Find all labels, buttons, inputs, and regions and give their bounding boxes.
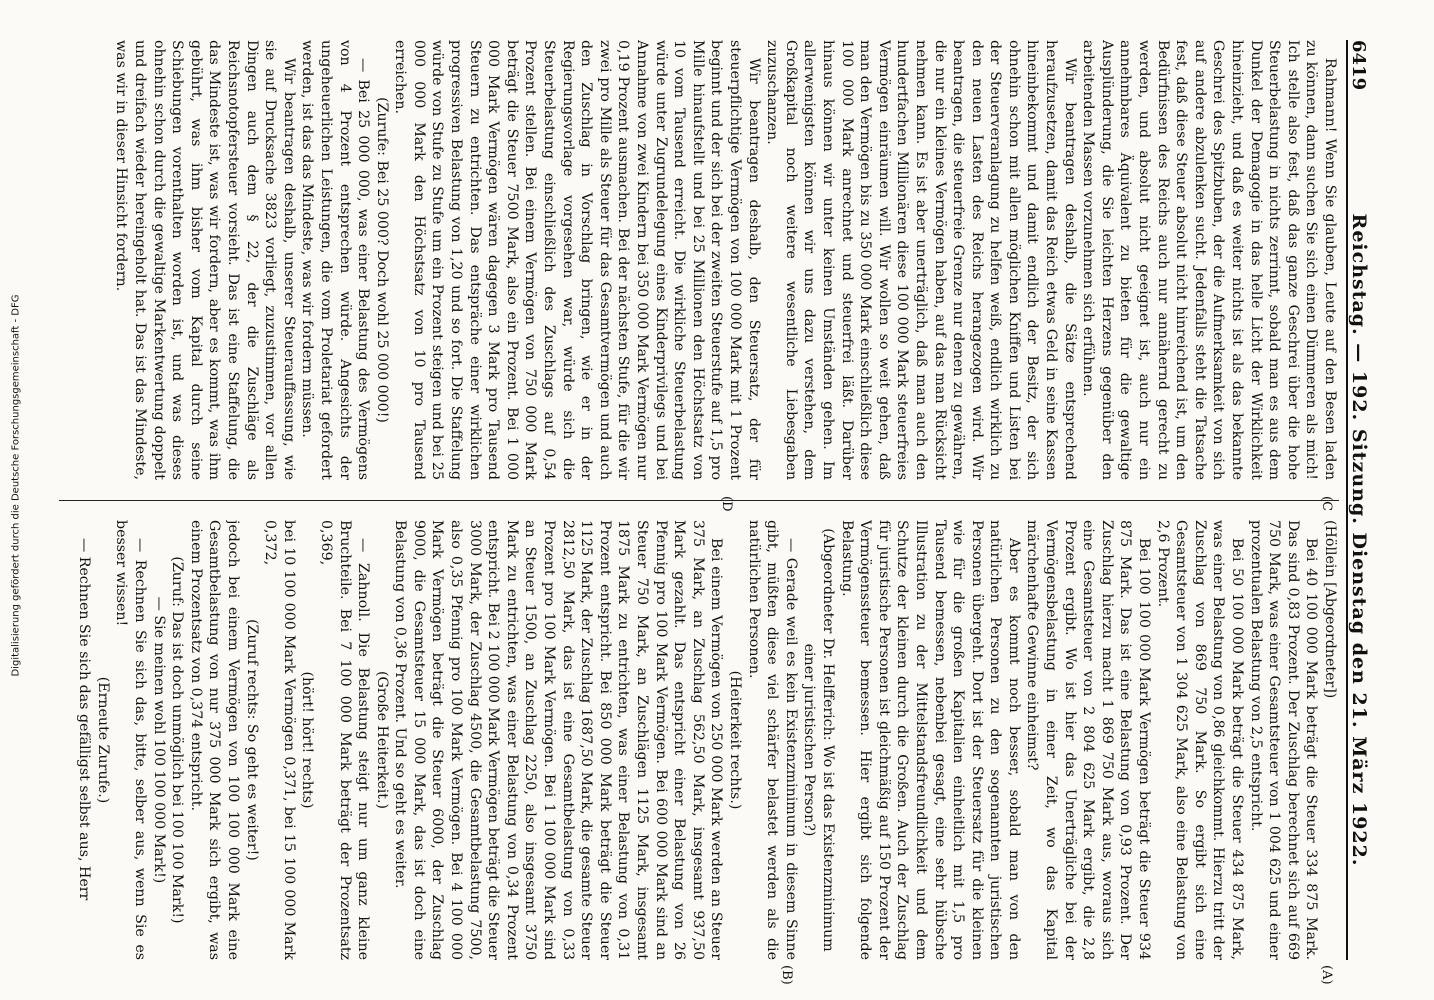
interjection: (Zuruf rechts: So geht es weiter!): [243, 619, 260, 861]
paragraph: bei 10 100 000 Mark Vermögen 0,371, bei 15 100 000 Mark 0,372,: [262, 520, 297, 960]
paragraph: Bei 100 100 000 Mark Vermögen beträgt die Steuer 934 875 Mark. Das ist eine Belastung von 0,93 Prozent. Der Zuschlag hierzu macht 1 869 750 Mark aus, woraus sich eine Gesamtsteuer von 2 804 625 Mark ergibt, die 2,8 Prozent ergibt. Wo ist hier das Unerträgliche bei der Vermögensbelastung in einer Zeit, wo das Kapital märchenhafte Gewinne einheimst?: [1024, 520, 1153, 960]
paragraph: Rahmann! Wenn Sie glauben, Leute auf den Besen laden zu können, dann suchen Sie sich einen Dümmeren als mich! Ich stelle also fest, daß das ganze Geschrei über die hohe Steuerbelastung in nichts zerrinnt, sobald man es aus dem Dunkel der Demagogie in das helle Licht der Wirklichkeit hineinzieht, und daß es weiter nichts ist als das bekannte Geschrei des Spitzbuben, der die Aufmerksamkeit von sich auf andere abzulenken sucht. Jedenfalls steht die Tatsache fest, daß diese Steuer absolut nicht hinreichend ist, um den Bedürfnissen des Reichs auch nur annähernd gerecht zu werden, und absolut nicht geeignet ist, auch nur ein annehmbares Äquivalent zu bieten für die gewaltige Ausplünderung, die Sie leichten Herzens gegenüber den arbeitenden Massen vorzunehmen sich erfühnen.: [1080, 40, 1338, 480]
right-column: [49, 520, 1339, 960]
interjection: (Zuruf: Das ist doch unmöglich bei 100 100 Mark!): [169, 556, 186, 924]
paragraph: Bei 40 100 000 Mark beträgt die Steuer 334 875 Mark. Das sind 0,83 Prozent. Der Zuschlag berechnet sich auf 669 750 Mark, was einer Gesamtsteuer von 1 004 625 und einer prozentualen Belastung von 2,5 entspricht.: [1247, 520, 1320, 960]
margin-mark: (C: [1319, 496, 1334, 512]
paragraph: — Rechnen Sie sich das, bitte, selber aus, wenn Sie es besser wissen!: [113, 520, 148, 960]
paragraph: Bei 50 100 000 Mark beträgt die Steuer 434 875 Mark, was einer Belastung von 0,86 gleichkommt. Hierzu tritt der Zuschlag von 869 750 Mark. So ergibt sich eine Gesamtsteuer von 1 304 625 Mark, also eine Belastung von 2,6 Prozent.: [1154, 520, 1246, 960]
interjection: (Große Heiterkeit.): [373, 670, 390, 810]
column-divider: [59, 500, 1339, 501]
paragraph: Wir beantragen deshalb, unserer Steuerauffassung, wie sie auf Drucksache 3823 vorliegt, zuzustimmen, vor allen Dingen auch dem § 22, der die Zuschläge als Reichsnotopfersteuer vorsieht. Das ist eine Staffelung, die das Mindeste ist, was wir fordern, aber es kommt, was ihm gebührt, was ihm bisher vom Kapital durch seine Schiebungen vorenthalten worden ist, und was dieses ohnehin schon durch die gewaltige Markentwertung doppelt und dreifach wieder hereingeholt hat. Das ist das Mindeste, was wir in dieser Hinsicht fordern.: [113, 40, 297, 480]
interjection: (hört! hört! rechts): [299, 671, 316, 809]
margin-mark: (D: [719, 496, 734, 512]
page-number: 6419: [1348, 40, 1369, 91]
paragraph: Wir beantragen deshalb, den Steuersatz, der für steuerpflichtige Vermögen von 100 000 Mark mit 1 Prozent beginnt und der sich bei der zweiten Steuerstufe auf 1,5 pro Mille hinaufstellt und bei 25 Millionen den Höchstsatz von 10 vom Tausend erreicht. Die wirkliche Steuerbelastung würde unter Zugrundelegung eines Kinderprivilegs und bei Annahme von zwei Kindern bei 350 000 Mark Vermögen nur 0,19 Prozent ausmachen. Bei der nächsten Stufe, für die wir zwei pro Mille als Steuer für das Gesamtvermögen und auch den Zuschlag in Vorschlag bringen, wie er in der Regierungsvorlage vorgesehen war, würde sich die Steuerbelastung einschließlich des Zuschlags auf 0,54 Prozent stellen. Bei einem Vermögen von 750 000 Mark beträgt die Steuer 7500 Mark, also ein Prozent. Bei 1 000 000 Mark Vermögen wären dagegen 3 Mark pro Tausend Steuern zu entrichten. Das entspräche einer wirklichen progressiven Belastung von 1,20 und so fort. Die Staffelung würde von Stufe zu Stufe um ein Prozent steigen und bei 25 000 000 Mark den Höchstsatz von 10 pro Tausend erreichen.: [392, 40, 762, 480]
interjection: (Abgeordneter Dr. Helfferich: Wo ist das Existenzminimum einer juristischen Person?): [801, 528, 836, 952]
left-column: [49, 40, 1339, 480]
paragraph: Aber es kommt noch besser, sobald man von den natürlichen Personen zu den sogenannten juristischen Personen übergeht. Dort ist der Steuersatz für die kleinen wie für die großen Kapitalien einheitlich mit 1,5 pro Tausend bemessen, nebenbei gesagt, eine sehr hübsche Illustration zu der Mittelstandsfreundlichkeit und dem Schutze der kleinen durch die Großen. Auch der Zuschlag für juristische Personen ist gleichmäßig auf 150 Prozent der Vermögenssteuer bemessen. Hier ergibt sich folgende Belastung.: [838, 520, 1022, 960]
paragraph: — Bei 25 000 000, was einer Belastung des Vermögens von 4 Prozent entsprechen würde. Angesichts der ungeheuerlichen Leistungen, die vom Proletariat gefordert werden, ist das das Mindeste, was wir fordern müssen.: [299, 40, 372, 480]
interjection: — Sie meinen wohl 100 100 000 Mark!): [150, 596, 167, 884]
margin-mark: (B): [779, 965, 794, 985]
page-title: Reichstag. — 192. Sitzung. Dienstag den 21. März 1922.: [1348, 213, 1370, 867]
credit-text: Digitalisierung gefördert durch die Deutsche Forschungsgemeinschaft - DFG: [10, 294, 22, 677]
interjection: (Erneute Zurufe.): [94, 676, 111, 804]
interjection: (Zurufe: Bei 25 000? Doch wohl 25 000 000!): [373, 97, 390, 423]
paragraph: Bei einem Vermögen von 250 000 Mark werden an Steuer 375 Mark, an Zuschlag 562,50 Mark, insgesamt 937,50 Mark gezahlt. Das entspricht einer Belastung von 26 Pfennig pro 100 Mark Vermögen. Bei 600 000 Mark sind an Steuer 750 Mark, an Zuschlägen 1125 Mark, insgesamt 1875 Mark zu entrichten, was einer Belastung von 0,31 Prozent entspricht. Bei 850 000 Mark beträgt die Steuer 1125 Mark, der Zuschlag 1687,50 Mark, die gesamte Steuer 2812,50 Mark, das ist eine Gesamtbelastung von 0,33 Prozent pro 100 Mark Vermögen. Bei 1 100 000 Mark sind an Steuer 1500, an Zuschlag 2250, also insgesamt 3750 Mark zu entrichten, was einer Belastung von 0,34 Prozent entspricht. Bei 2 100 000 Mark Vermögen beträgt die Steuer 3000 Mark, der Zuschlag 4500, die Gesamtbelastung 7500, also 0,35 Pfennig pro 100 Mark Vermögen. Bei 4 100 000 Mark Vermögen beträgt die Steuer 6000, der Zuschlag 9000, die Gesamtsteuer 15 000 Mark, das ist doch eine Belastung von 0,36 Prozent. Und so geht es weiter.: [392, 520, 725, 960]
margin-mark: (A): [1319, 965, 1334, 985]
paragraph: — Zahnoll. Die Belastung steigt nur um ganz kleine Bruchteile. Bei 7 100 000 Mark beträgt der Prozentsatz 0,369,: [317, 520, 372, 960]
digitization-credit: [6, 0, 26, 1000]
paragraph: jedoch bei einem Vermögen von 100 100 000 Mark eine Gesamtbelastung von nur 375 000 Mark sich ergibt, was einem Prozentsatz von 0,374 entspricht.: [187, 520, 241, 960]
page-header: [1346, 40, 1384, 960]
paragraph: — Rechnen Sie sich das gefälligst selbst aus, Herr: [76, 538, 93, 901]
paragraph: Wir beantragen deshalb, die Sätze entsprechend heraufzusetzen, damit das Reich etwas Geld in seine Kassen hineinbekommt und damit endlich der Besitz, der sich ohnehin schon mit allen möglichen Kniffen und Listen bei der Steuerveranlagung zu helfen weiß, endlich wirklich zu den neuen Lasten des Reichs herangezogen wird. Wir beantragen, die steuerfreie Grenze nur denen zu gewähren, die nur ein kleines Vermögen haben, auf das man Rücksicht nehmen kann. Es ist aber unerträglich, daß man auch den hundertfachen Millionären diese 100 000 Mark steuerfreies Vermögen einräumen will. Wir wollen so weit gehen, daß man den Vermögen bis zu 350 000 Mark einschließlich diese 100 000 Mark anrechnet und steuerfrei läßt. Darüber hinaus können wir unter keinen Umständen gehen. Im allerwenigsten können wir uns dazu verstehen, dem Großkapital noch weitere wesentliche Liebesgaben zuzuschanzen.: [764, 40, 1078, 480]
speaker-label: (Höllein [Abgeordneter]): [1322, 520, 1338, 699]
interjection: (Heiterkeit rechts.): [727, 670, 743, 810]
paragraph: — Gerade weil es kein Existenzminimum in diesem Sinne gibt, müßten diese viel schärfer belastet werden als die natürlichen Personen.: [745, 520, 799, 960]
